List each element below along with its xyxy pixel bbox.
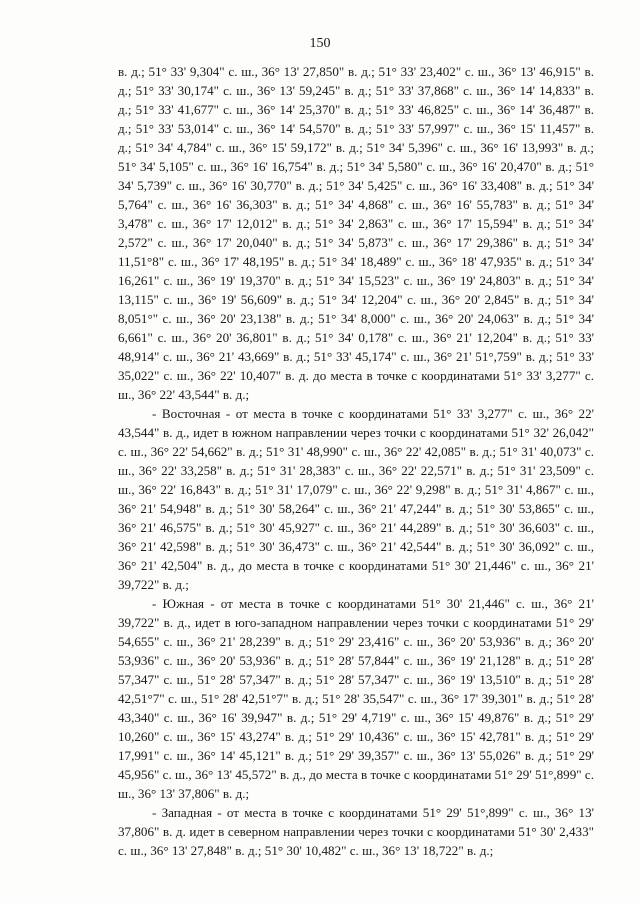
paragraph-south-boundary: - Южная - от места в точке с координатами 51° 30' 21,446" с. ш., 36° 21' 39,722" в. д., идет в юго-западном направлении через точки с координатами 51° 29' 54,655" с. ш., 36° 21' 28,239" в. д.; 51° 29' 23,416" с. ш., 36° 20' 53,936" в. д.; 36° 20' 53,936" с. ш., 36° 20' 53,936" в. д.; 51° 28' 57,844" с. ш., 36° 19' 21,128" в. д.; 51° 28' 57,347" с. ш., 51° 28' 57,347" в. д.; 51° 28' 57,347" с. ш., 36° 19' 13,510" в. д.; 51° 28' 42,51°7" с. ш., 51° 28' 42,51°7" в. д.; 51° 28' 35,547" с. ш., 36° 17' 39,301" в. д.; 51° 28' 43,340" с. ш., 36° 16' 39,947" в. д.; 51° 29' 4,719" с. ш., 36° 15' 49,876" в. д.; 51° 29' 10,260" с. ш., 36° 15' 43,274" в. д.; 51° 29' 10,436" с. ш., 36° 15' 42,781" в. д.; 51° 29' 17,991" с. ш., 36° 14' 45,121" в. д.; 51° 29' 39,357" с. ш., 36° 13' 55,026" в. д.; 51° 29' 45,956" с. ш., 36° 13' 45,572" в. д., до места в точке с координатами 51° 29' 51°,899" с. ш., 36° 13' 37,806" в. д.;: [118, 596, 594, 801]
paragraph-continuation: в. д.; 51° 33' 9,304" с. ш., 36° 13' 27,850" в. д.; 51° 33' 23,402" с. ш., 36° 13' 46,915" в. д.; 51° 33' 30,174" с. ш., 36° 13' 59,245" в. д.; 51° 33' 37,868" с. ш., 36° 14' 14,833" в. д.; 51° 33' 41,677" с. ш., 36° 14' 25,370" в. д.; 51° 33' 46,825" с. ш., 36° 14' 36,487" в. д.; 51° 33' 53,014" с. ш., 36° 14' 54,570" в. д.; 51° 33' 57,997" с. ш., 36° 15' 11,457" в. д.; 51° 34' 4,784" с. ш., 36° 15' 59,172" в. д.; 51° 34' 5,396" с. ш., 36° 16' 13,993" в. д.; 51° 34' 5,105" с. ш., 36° 16' 16,754" в. д.; 51° 34' 5,580" с. ш., 36° 16' 20,470" в. д.; 51° 34' 5,739" с. ш., 36° 16' 30,770" в. д.; 51° 34' 5,425" с. ш., 36° 16' 33,408" в. д.; 51° 34' 5,764" с. ш., 36° 16' 36,303" в. д.; 51° 34' 4,868" с. ш., 36° 16' 55,783" в. д.; 51° 34' 3,478" с. ш., 36° 17' 12,012" в. д.; 51° 34' 2,863" с. ш., 36° 17' 15,594" в. д.; 51° 34' 2,572" с. ш., 36° 17' 20,040" в. д.; 51° 34' 5,873" с. ш., 36° 17' 29,386" в. д.; 51° 34' 11,51°8" с. ш., 36° 17' 48,195" в. д.; 51° 34' 18,489" с. ш., 36° 18' 47,935" в. д.; 51° 34' 16,261" с. ш., 36° 19' 19,370" в. д.; 51° 34' 15,523" с. ш., 36° 19' 24,803" в. д.; 51° 34' 13,115" с. ш., 36° 19' 56,609" в. д.; 51° 34' 12,204" с. ш., 36° 20' 2,845" в. д.; 51° 34' 8,051°" с. ш., 36° 20' 23,138" в. д.; 51° 34' 8,000" с. ш., 36° 20' 24,063" в. д.; 51° 34' 6,661" с. ш., 36° 20' 36,801" в. д.; 51° 34' 0,178" с. ш., 36° 21' 12,204" в. д.; 51° 33' 48,914" с. ш., 36° 21' 43,669" в. д.; 51° 33' 45,174" с. ш., 36° 21' 51°,759" в. д.; 51° 33' 35,022" с. ш., 36° 22' 10,407" в. д. до места в точке с координатами 51° 33' 3,277" с. ш., 36° 22' 43,544" в. д.;: [118, 64, 594, 402]
page-number: 150: [309, 36, 331, 51]
document-body: [118, 62, 594, 860]
paragraph-west-boundary: - Западная - от места в точке с координатами 51° 29' 51°,899" с. ш., 36° 13' 37,806" в. д. идет в северном направлении через точки с координатами 51° 30' 2,433" с. ш., 36° 13' 27,848" в. д.; 51° 30' 10,482" с. ш., 36° 13' 18,722" в. д.;: [118, 805, 594, 858]
paragraph-east-boundary: - Восточная - от места в точке с координатами 51° 33' 3,277" с. ш., 36° 22' 43,544" в. д., идет в южном направлении через точки с координатами 51° 32' 26,042" с. ш., 36° 22' 54,662" в. д.; 51° 31' 48,990" с. ш., 36° 22' 42,085" в. д.; 51° 31' 40,073" с. ш., 36° 22' 33,258" в. д.; 51° 31' 28,383" с. ш., 36° 22' 22,571" в. д.; 51° 31' 23,509" с. ш., 36° 22' 16,843" в. д.; 51° 31' 17,079" с. ш., 36° 22' 9,298" в. д.; 51° 31' 4,867" с. ш., 36° 21' 54,948" в. д.; 51° 30' 58,264" с. ш., 36° 21' 47,244" в. д.; 51° 30' 53,865" с. ш., 36° 21' 46,575" в. д.; 51° 30' 45,927" с. ш., 36° 21' 44,289" в. д.; 51° 30' 36,603" с. ш., 36° 21' 42,598" в. д.; 51° 30' 36,473" с. ш., 36° 21' 42,544" в. д.; 51° 30' 36,092" с. ш., 36° 21' 42,504" в. д., до места в точке с координатами 51° 30' 21,446" с. ш., 36° 21' 39,722" в. д.;: [118, 406, 594, 592]
